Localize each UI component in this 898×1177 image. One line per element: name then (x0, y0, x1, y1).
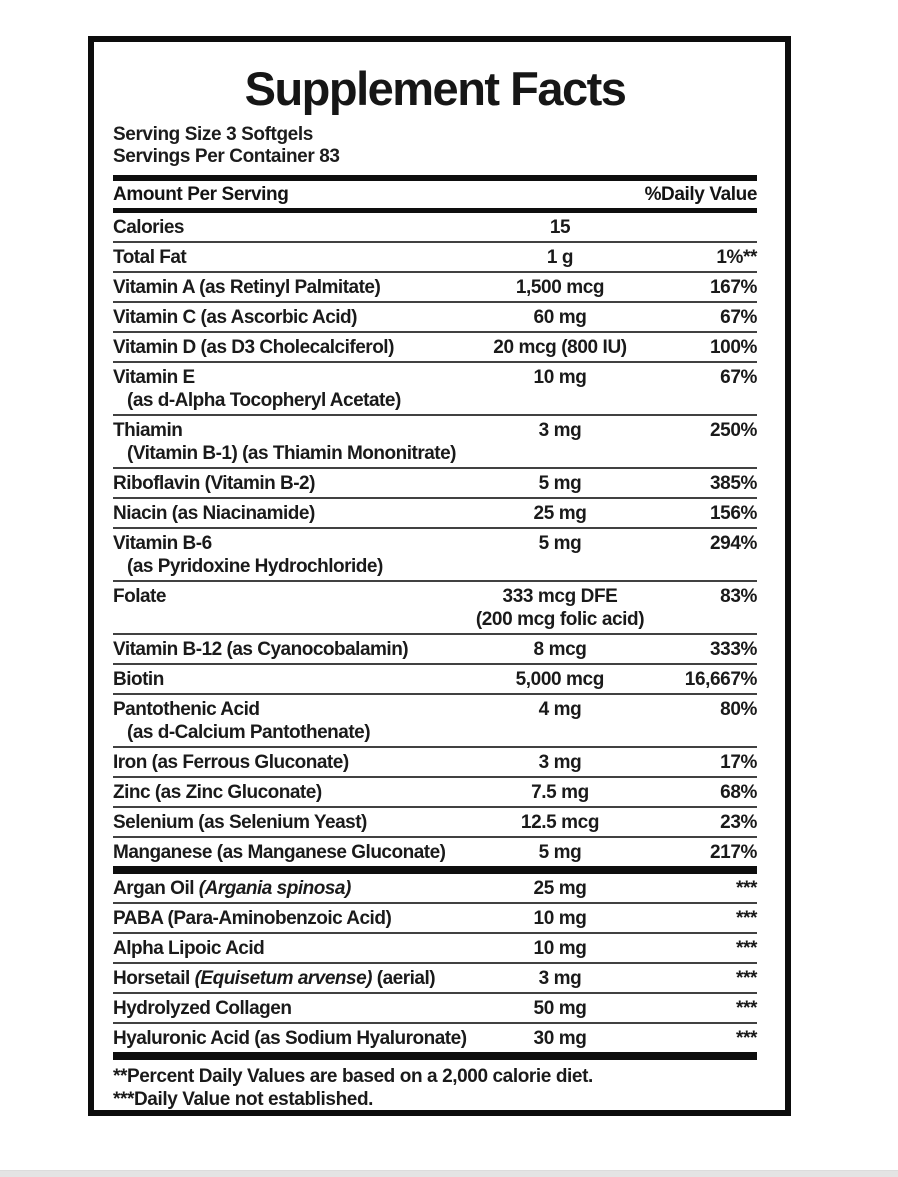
amount-value: 30 mg (533, 1028, 587, 1049)
table-row (113, 333, 757, 363)
amount-value: 15 (549, 217, 571, 238)
nutrient-name: Iron (as Ferrous Gluconate) (113, 752, 349, 773)
table-row (113, 213, 757, 243)
daily-value: 1%** (716, 247, 757, 268)
nutrient-name: Vitamin C (as Ascorbic Acid) (113, 307, 357, 328)
daily-value: 100% (710, 337, 757, 358)
amount-value: 1 g (546, 247, 574, 268)
amount-value: 20 mcg (800 IU) (493, 337, 627, 358)
daily-value: 385% (710, 473, 757, 494)
daily-value: 167% (710, 277, 757, 298)
daily-value: 68% (720, 782, 757, 803)
daily-value: *** (736, 1028, 757, 1049)
amount-value: 3 mg (538, 420, 582, 441)
nutrient-name: Niacin (as Niacinamide) (113, 503, 315, 524)
daily-value: 80% (720, 699, 757, 720)
table-row (113, 778, 757, 808)
table-row (113, 469, 757, 499)
supplement-facts-panel (88, 36, 791, 1116)
table-row (113, 964, 757, 994)
nutrient-name: Hyaluronic Acid (as Sodium Hyaluronate) (113, 1028, 467, 1049)
nutrient-name: Selenium (as Selenium Yeast) (113, 812, 367, 833)
nutrient-name: Alpha Lipoic Acid (113, 938, 265, 959)
daily-value: 67% (720, 307, 757, 328)
table-row (113, 748, 757, 778)
daily-value: *** (736, 908, 757, 929)
nutrient-name-sub: (as d-Calcium Pantothenate) (127, 722, 371, 743)
daily-value: *** (736, 878, 757, 899)
daily-value: 83% (720, 586, 757, 607)
table-row (113, 582, 757, 635)
daily-value-header: %Daily Value (644, 184, 757, 205)
nutrient-name: Pantothenic Acid (as d-Calcium Pantothenate) (113, 698, 435, 744)
amount-value: 5 mg (538, 473, 582, 494)
amount-value: 12.5 mcg (520, 812, 600, 833)
table-row (113, 838, 757, 866)
panel-title: Supplement Facts (244, 62, 626, 115)
daily-value: 23% (720, 812, 757, 833)
amount-value: 3 mg (538, 752, 582, 773)
daily-value: *** (736, 968, 757, 989)
daily-value: 16,667% (684, 669, 757, 690)
daily-value: 250% (710, 420, 757, 441)
serving-size: Serving Size 3 Softgels (113, 124, 313, 145)
divider-thick (113, 1052, 757, 1060)
daily-value: 17% (720, 752, 757, 773)
amount-value: 50 mg (533, 998, 587, 1019)
nutrient-name: Folate (113, 586, 166, 607)
nutrient-name: Manganese (as Manganese Gluconate) (113, 842, 446, 863)
table-row (113, 273, 757, 303)
amount-value: 5 mg (538, 842, 582, 863)
daily-value: 67% (720, 367, 757, 388)
servings-per-container: Servings Per Container 83 (113, 146, 340, 167)
table-row (113, 303, 757, 333)
table-row (113, 934, 757, 964)
nutrient-name: Biotin (113, 669, 164, 690)
amount-value: 10 mg (533, 367, 587, 388)
amount-value: 5 mg (538, 533, 582, 554)
table-row (113, 994, 757, 1024)
nutrient-name-sub: (as d-Alpha Tocopheryl Acetate) (127, 390, 401, 411)
table-row (113, 635, 757, 665)
nutrient-name-sub: (Vitamin B-1) (as Thiamin Mononitrate) (127, 443, 457, 464)
page-bottom-band (0, 1170, 898, 1177)
amount-value: 7.5 mg (531, 782, 589, 803)
amount-value: 8 mcg (533, 639, 587, 660)
amount-value: 10 mg (533, 938, 587, 959)
nutrient-name: Hydrolyzed Collagen (113, 998, 292, 1019)
nutrient-name: Vitamin A (as Retinyl Palmitate) (113, 277, 381, 298)
amount-value: 1,500 mcg (515, 277, 605, 298)
nutrient-name: PABA (Para-Aminobenzoic Acid) (113, 908, 392, 929)
footnote-not-established: ***Daily Value not established. (113, 1089, 374, 1110)
amount-value: 5,000 mcg (515, 669, 604, 690)
nutrient-name-sub: (as Pyridoxine Hydrochloride) (127, 556, 383, 577)
table-row (113, 874, 757, 904)
daily-value: *** (736, 938, 757, 959)
amount-per-serving-header: Amount Per Serving (113, 184, 289, 205)
footnotes (113, 1065, 757, 1111)
column-header-row (113, 181, 757, 208)
amount-value: 25 mg (533, 878, 587, 899)
nutrient-name: Total Fat (113, 247, 187, 268)
nutrient-rows (113, 213, 757, 1060)
daily-value: 217% (710, 842, 757, 863)
amount-value: 3 mg (538, 968, 582, 989)
nutrient-name: Zinc (as Zinc Gluconate) (113, 782, 322, 803)
nutrient-name: Calories (113, 217, 184, 238)
amount-value: 10 mg (533, 908, 587, 929)
daily-value: 294% (710, 533, 757, 554)
table-row (113, 1024, 757, 1052)
nutrient-name: Thiamin (Vitamin B-1) (as Thiamin Mononitrate) (113, 420, 457, 464)
nutrient-name: Argan Oil (Argania spinosa) (113, 878, 351, 899)
nutrient-name: Vitamin D (as D3 Cholecalciferol) (113, 337, 394, 358)
table-row (113, 243, 757, 273)
amount-value: 60 mg (533, 307, 587, 328)
table-row (113, 665, 757, 695)
nutrient-name: Horsetail (Equisetum arvense) (aerial) (113, 968, 436, 989)
nutrient-name: Vitamin B-6 (as Pyridoxine Hydrochloride) (113, 532, 435, 578)
table-row (113, 904, 757, 934)
table-row (113, 808, 757, 838)
amount-value: 333 mcg DFE (200 mcg folic acid) (475, 586, 645, 630)
nutrient-name: Vitamin E (as d-Alpha Tocopheryl Acetate) (113, 366, 435, 412)
daily-value: 156% (710, 503, 757, 524)
amount-value: 25 mg (533, 503, 587, 524)
table-row (113, 416, 757, 469)
table-row (113, 695, 757, 748)
table-row (113, 363, 757, 416)
nutrient-name: Vitamin B-12 (as Cyanocobalamin) (113, 639, 409, 660)
nutrient-name: Riboflavin (Vitamin B-2) (113, 473, 315, 494)
table-row (113, 529, 757, 582)
table-row (113, 499, 757, 529)
footnote-daily-values: **Percent Daily Values are based on a 2,000 calorie diet. (113, 1066, 593, 1087)
divider-thick (113, 866, 757, 874)
daily-value: *** (736, 998, 757, 1019)
daily-value: 333% (710, 639, 757, 660)
amount-value: 4 mg (538, 699, 582, 720)
